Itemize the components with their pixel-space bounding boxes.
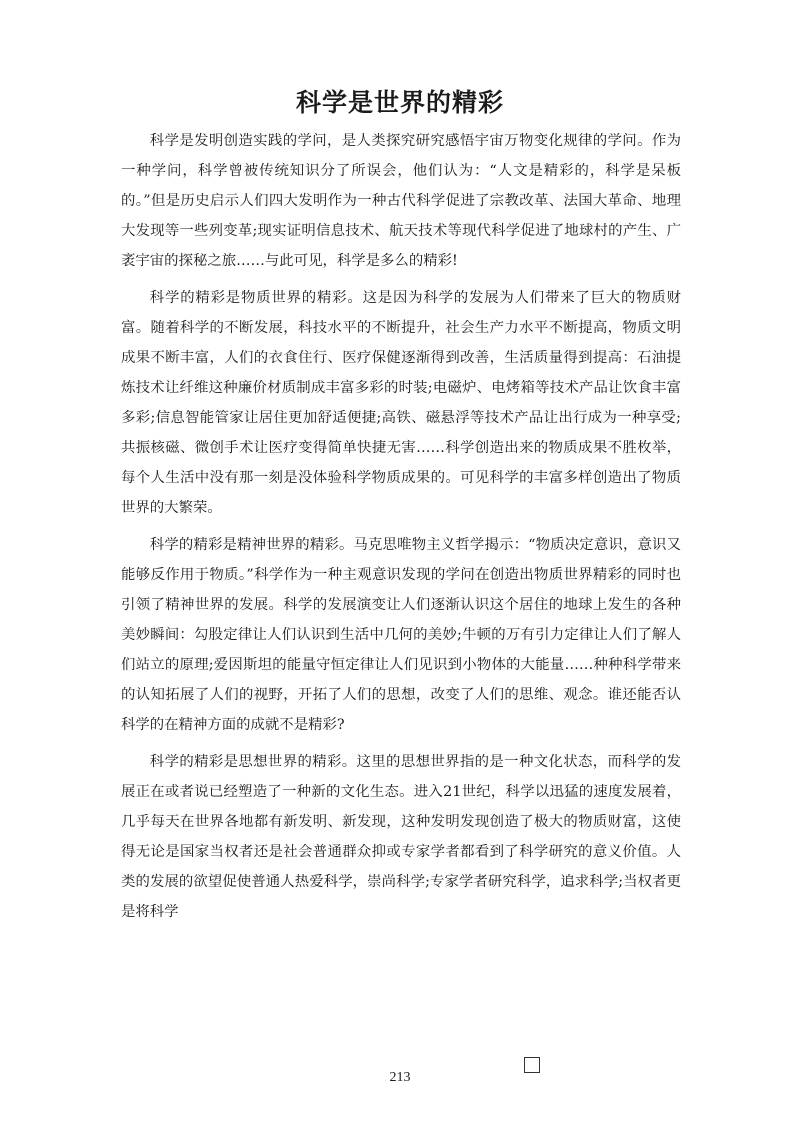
checkbox[interactable] [524,1057,540,1073]
article-body [121,126,681,934]
paragraph-intro: 科学是发明创造实践的学问，是人类探究研究感悟宇宙万物变化规律的学问。作为一种学问，科学曾被传统知识分了所误会，他们认为：“人文是精彩的，科学是呆板的。”但是历史启示人们四大发明作为一种古代科学促进了宗教改革、法国大革命、地理大发现等一些列变革;现实证明信息技术、航天技术等现代科学促进了地球村的产生、广袤宇宙的探秘之旅……与此可见，科学是多么的精彩! [121,133,681,269]
paragraph-spiritual-world: 科学的精彩是精神世界的精彩。马克思唯物主义哲学揭示：“物质决定意识，意识又能够反作用于物质。”科学作为一种主观意识发现的学问在创造出物质世界精彩的同时也引领了精神世界的发展。科学的发展演变让人们逐渐认识这个居住的地球上发生的各种美妙瞬间：勾股定律让人们认识到生活中几何的美妙;牛顿的万有引力定律让人们了解人们站立的原理;爱因斯坦的能量守恒定律让人们见识到小物体的大能量……种种科学带来的认知拓展了人们的视野，开拓了人们的思想，改变了人们的思维、观念。谁还能否认科学的在精神方面的成就不是精彩? [121,537,681,733]
paragraph-thought-world: 科学的精彩是思想世界的精彩。这里的思想世界指的是一种文化状态，而科学的发展正在或者说已经塑造了一种新的文化生态。进入21世纪，科学以迅猛的速度发展着，几乎每天在世界各地都有新发明、新发现，这种发明发现创造了极大的物质财富，这使得无论是国家当权者还是社会普通群众抑或专家学者都看到了科学研究的意义价值。人类的发展的欲望促使普通人热爱科学，崇尚科学;专家学者研究科学，追求科学;当权者更是将科学 [121,754,681,920]
page-number: 213 [389,1070,411,1085]
paragraph-material-world: 科学的精彩是物质世界的精彩。这是因为科学的发展为人们带来了巨大的物质财富。随着科学的不断发展，科技水平的不断提升，社会生产力水平不断提高，物质文明成果不断丰富，人们的衣食住行、医疗保健逐渐得到改善，生活质量得到提高：石油提炼技术让纤维这种廉价材质制成丰富多彩的时装;电磁炉、电烤箱等技术产品让饮食丰富多彩;信息智能管家让居住更加舒适便捷;高铁、磁悬浮等技术产品让出行成为一种享受;共振核磁、微创手术让医疗变得简单快捷无害……科学创造出来的物质成果不胜枚举，每个人生活中没有那一刻是没体验科学物质成果的。可见科学的丰富多样创造出了物质世界的大繁荣。 [121,290,681,516]
page-title: 科学是世界的精彩 [295,88,504,117]
